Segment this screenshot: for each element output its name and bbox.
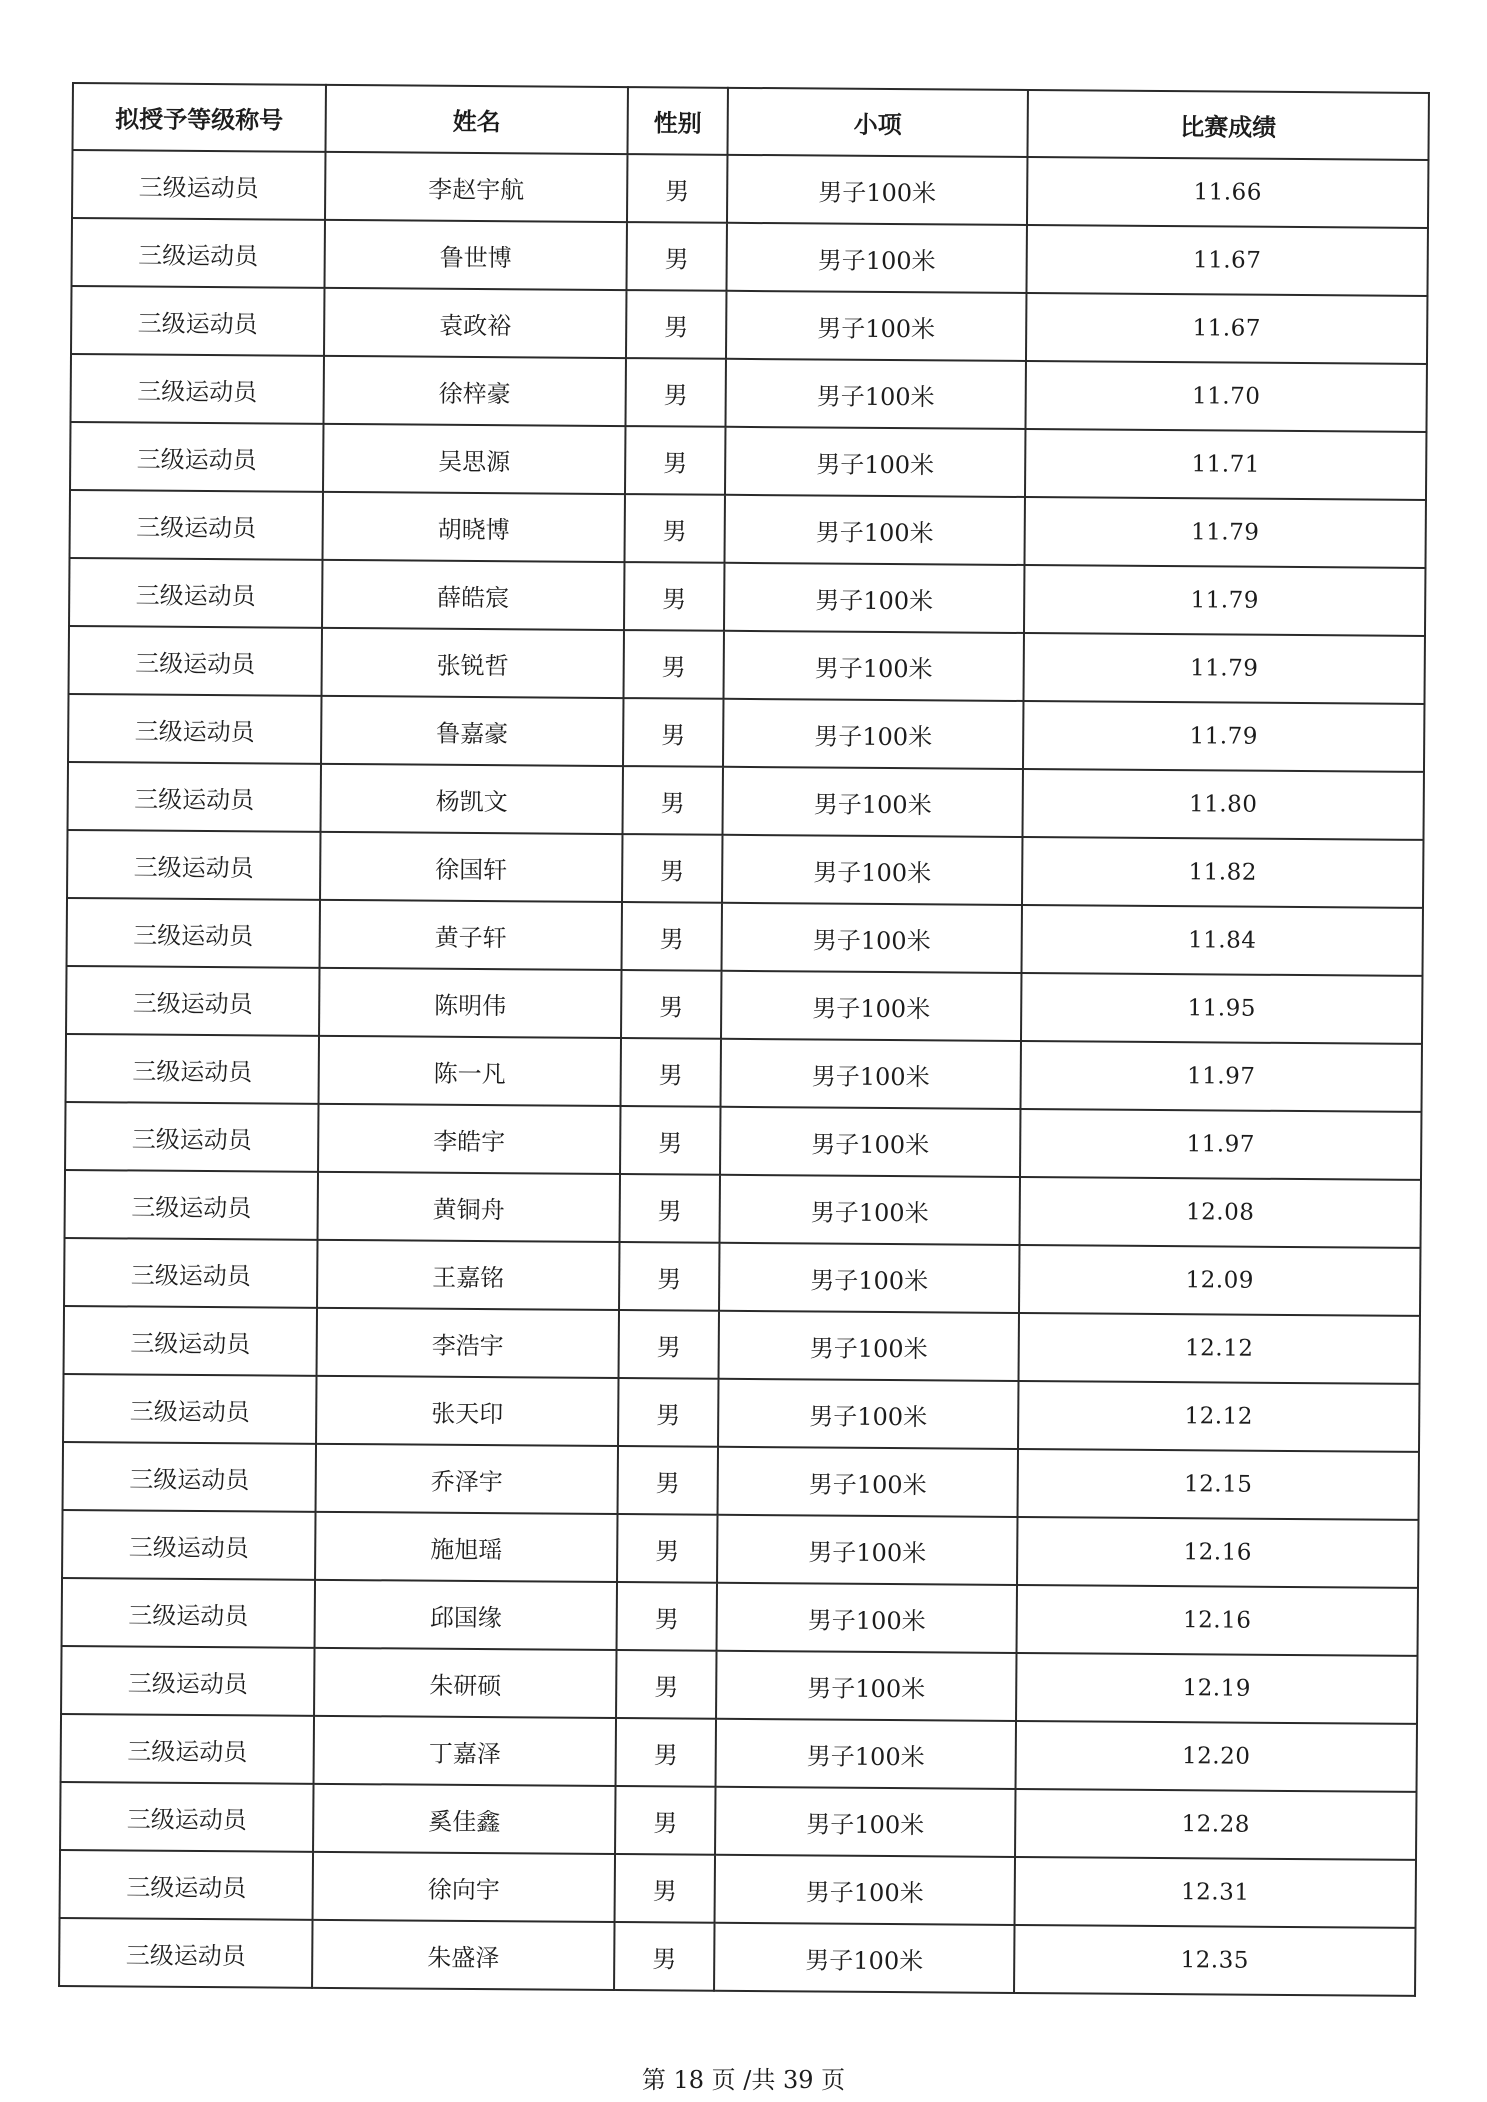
table-row: [70, 490, 1426, 568]
cell-sex: 男: [627, 154, 727, 223]
cell-event: 男子100米: [723, 631, 1023, 701]
athlete-roster-table: [58, 82, 1430, 1997]
cell-event: 男子100米: [716, 1651, 1016, 1721]
cell-score: 12.09: [1019, 1245, 1420, 1316]
cell-name: 李浩宇: [317, 1308, 619, 1378]
cell-name: 徐国轩: [320, 832, 622, 902]
cell-name: 徐向宇: [313, 1852, 615, 1922]
cell-sex: 男: [624, 494, 724, 563]
cell-score: 12.28: [1015, 1789, 1416, 1860]
cell-name: 鲁世博: [324, 220, 626, 290]
cell-level: 三级运动员: [60, 1850, 313, 1920]
cell-score: 12.16: [1017, 1585, 1418, 1656]
cell-name: 李皓宇: [318, 1104, 620, 1174]
table-row: [62, 1578, 1418, 1656]
cell-level: 三级运动员: [68, 694, 321, 764]
cell-level: 三级运动员: [65, 1170, 318, 1240]
table-row: [69, 626, 1425, 704]
table-row: [60, 1850, 1416, 1928]
cell-event: 男子100米: [716, 1719, 1016, 1789]
cell-score: 12.08: [1020, 1177, 1421, 1248]
cell-event: 男子100米: [715, 1855, 1015, 1925]
cell-level: 三级运动员: [67, 898, 320, 968]
cell-name: 胡晓博: [323, 492, 625, 562]
cell-event: 男子100米: [720, 1107, 1020, 1177]
cell-sex: 男: [624, 562, 724, 631]
cell-event: 男子100米: [726, 223, 1026, 293]
cell-sex: 男: [620, 1106, 720, 1175]
cell-sex: 男: [625, 426, 725, 495]
cell-sex: 男: [622, 834, 722, 903]
header-sex: 性别: [627, 87, 727, 155]
cell-name: 王嘉铭: [317, 1240, 619, 1310]
cell-score: 11.70: [1025, 361, 1426, 432]
table-row: [72, 218, 1428, 296]
table-row: [66, 1034, 1422, 1112]
cell-score: 11.67: [1026, 225, 1427, 296]
cell-event: 男子100米: [718, 1379, 1018, 1449]
cell-sex: 男: [622, 902, 722, 971]
header-row: [73, 83, 1429, 160]
cell-level: 三级运动员: [66, 1034, 319, 1104]
cell-score: 11.66: [1027, 157, 1428, 228]
cell-name: 奚佳鑫: [313, 1784, 615, 1854]
cell-name: 徐梓豪: [324, 356, 626, 426]
cell-score: 11.71: [1025, 429, 1426, 500]
cell-level: 三级运动员: [64, 1238, 317, 1308]
cell-sex: 男: [615, 1786, 715, 1855]
table-row: [61, 1646, 1417, 1724]
cell-name: 李赵宇航: [325, 152, 627, 222]
table-row: [63, 1442, 1419, 1520]
cell-name: 吴思源: [323, 424, 625, 494]
cell-level: 三级运动员: [71, 286, 324, 356]
cell-event: 男子100米: [720, 1175, 1020, 1245]
cell-event: 男子100米: [721, 1039, 1021, 1109]
cell-name: 张锐哲: [322, 628, 624, 698]
table-row: [61, 1714, 1417, 1792]
table-row: [59, 1918, 1415, 1996]
cell-level: 三级运动员: [71, 354, 324, 424]
cell-name: 陈明伟: [319, 968, 621, 1038]
cell-sex: 男: [623, 698, 723, 767]
cell-sex: 男: [626, 290, 726, 359]
table-row: [67, 830, 1423, 908]
cell-name: 朱盛泽: [312, 1920, 614, 1990]
cell-event: 男子100米: [723, 699, 1023, 769]
cell-event: 男子100米: [714, 1923, 1014, 1993]
cell-score: 11.84: [1021, 905, 1422, 976]
cell-name: 陈一凡: [319, 1036, 621, 1106]
cell-score: 12.19: [1016, 1653, 1417, 1724]
cell-score: 11.95: [1021, 973, 1422, 1044]
cell-event: 男子100米: [725, 427, 1025, 497]
cell-name: 黄铜舟: [318, 1172, 620, 1242]
cell-name: 乔泽宇: [316, 1444, 618, 1514]
cell-score: 12.35: [1014, 1925, 1415, 1996]
cell-score: 11.97: [1020, 1109, 1421, 1180]
cell-level: 三级运动员: [62, 1578, 315, 1648]
cell-sex: 男: [617, 1582, 717, 1651]
cell-event: 男子100米: [726, 291, 1026, 361]
cell-level: 三级运动员: [65, 1102, 318, 1172]
cell-level: 三级运动员: [72, 150, 325, 220]
cell-level: 三级运动员: [70, 422, 323, 492]
table-row: [65, 1170, 1421, 1248]
cell-level: 三级运动员: [63, 1374, 316, 1444]
cell-name: 张天印: [316, 1376, 618, 1446]
table-row: [72, 150, 1428, 228]
cell-event: 男子100米: [719, 1311, 1019, 1381]
cell-name: 丁嘉泽: [314, 1716, 616, 1786]
cell-sex: 男: [621, 1038, 721, 1107]
cell-name: 薛皓宸: [322, 560, 624, 630]
cell-event: 男子100米: [717, 1583, 1017, 1653]
table-row: [66, 966, 1422, 1044]
cell-score: 12.12: [1019, 1313, 1420, 1384]
table-body: [59, 150, 1428, 1996]
cell-level: 三级运动员: [62, 1510, 315, 1580]
table-row: [68, 694, 1424, 772]
cell-sex: 男: [617, 1514, 717, 1583]
cell-level: 三级运动员: [68, 762, 321, 832]
cell-event: 男子100米: [725, 359, 1025, 429]
table-row: [69, 558, 1425, 636]
cell-event: 男子100米: [724, 495, 1024, 565]
cell-event: 男子100米: [721, 971, 1021, 1041]
cell-score: 11.79: [1024, 497, 1425, 568]
cell-level: 三级运动员: [64, 1306, 317, 1376]
cell-score: 11.79: [1023, 633, 1424, 704]
cell-level: 三级运动员: [60, 1782, 313, 1852]
cell-score: 11.79: [1024, 565, 1425, 636]
cell-sex: 男: [625, 358, 725, 427]
cell-sex: 男: [626, 222, 726, 291]
cell-level: 三级运动员: [66, 966, 319, 1036]
table-row: [62, 1510, 1418, 1588]
cell-name: 杨凯文: [321, 764, 623, 834]
cell-event: 男子100米: [724, 563, 1024, 633]
cell-score: 11.97: [1020, 1041, 1421, 1112]
cell-level: 三级运动员: [67, 830, 320, 900]
cell-event: 男子100米: [722, 767, 1022, 837]
table-row: [65, 1102, 1421, 1180]
cell-score: 11.79: [1023, 701, 1424, 772]
cell-level: 三级运动员: [61, 1714, 314, 1784]
cell-event: 男子100米: [715, 1787, 1015, 1857]
table-row: [71, 286, 1427, 364]
cell-event: 男子100米: [722, 835, 1022, 905]
cell-name: 邱国缘: [315, 1580, 617, 1650]
cell-sex: 男: [619, 1310, 719, 1379]
cell-score: 12.20: [1016, 1721, 1417, 1792]
cell-level: 三级运动员: [69, 626, 322, 696]
cell-sex: 男: [618, 1378, 718, 1447]
cell-name: 黄子轩: [320, 900, 622, 970]
cell-score: 11.80: [1022, 769, 1423, 840]
cell-level: 三级运动员: [59, 1918, 312, 1988]
cell-name: 朱研硕: [314, 1648, 616, 1718]
cell-sex: 男: [620, 1174, 720, 1243]
cell-score: 12.31: [1015, 1857, 1416, 1928]
header-level: 拟授予等级称号: [73, 83, 326, 152]
cell-event: 男子100米: [722, 903, 1022, 973]
table-header: [73, 83, 1429, 160]
cell-score: 11.67: [1026, 293, 1427, 364]
cell-name: 袁政裕: [324, 288, 626, 358]
table-row: [70, 422, 1426, 500]
header-name: 姓名: [325, 85, 627, 154]
cell-level: 三级运动员: [72, 218, 325, 288]
cell-score: 11.82: [1022, 837, 1423, 908]
cell-event: 男子100米: [727, 155, 1027, 225]
cell-sex: 男: [623, 630, 723, 699]
cell-name: 鲁嘉豪: [321, 696, 623, 766]
cell-sex: 男: [615, 1854, 715, 1923]
table-row: [64, 1306, 1420, 1384]
cell-level: 三级运动员: [61, 1646, 314, 1716]
table-row: [71, 354, 1427, 432]
table-row: [67, 898, 1423, 976]
cell-sex: 男: [616, 1650, 716, 1719]
table-row: [64, 1238, 1420, 1316]
table-row: [68, 762, 1424, 840]
cell-name: 施旭瑶: [315, 1512, 617, 1582]
header-score: 比赛成绩: [1027, 90, 1428, 160]
cell-level: 三级运动员: [70, 490, 323, 560]
cell-level: 三级运动员: [63, 1442, 316, 1512]
cell-sex: 男: [621, 970, 721, 1039]
cell-event: 男子100米: [717, 1515, 1017, 1585]
cell-sex: 男: [623, 766, 723, 835]
cell-score: 12.15: [1018, 1449, 1419, 1520]
cell-score: 12.12: [1018, 1381, 1419, 1452]
cell-event: 男子100米: [719, 1243, 1019, 1313]
table-row: [60, 1782, 1416, 1860]
cell-score: 12.16: [1017, 1517, 1418, 1588]
header-event: 小项: [727, 88, 1027, 157]
cell-sex: 男: [616, 1718, 716, 1787]
cell-event: 男子100米: [718, 1447, 1018, 1517]
page-footer: 第 18 页 /共 39 页: [641, 2066, 846, 2094]
table-row: [63, 1374, 1419, 1452]
cell-sex: 男: [618, 1446, 718, 1515]
cell-sex: 男: [619, 1242, 719, 1311]
cell-sex: 男: [614, 1922, 714, 1991]
cell-level: 三级运动员: [69, 558, 322, 628]
